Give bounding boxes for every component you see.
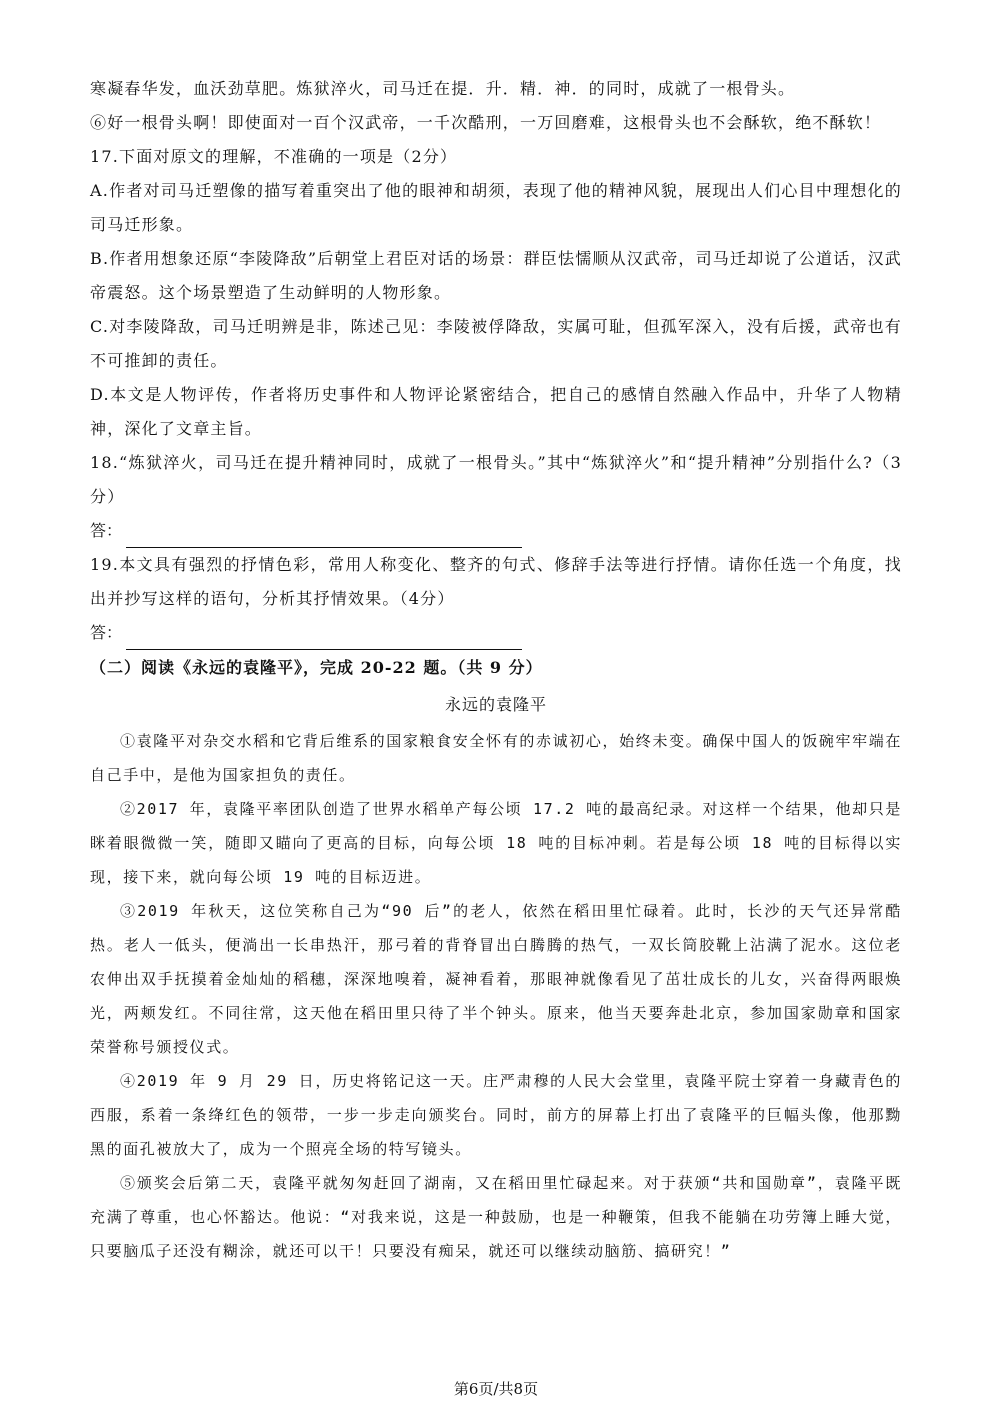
article-paragraph-3: ③2019 年秋天，这位笑称自己为“90 后”的老人，依然在稻田里忙碌着。此时，长沙的天气还异常酷热。老人一低头，便淌出一长串热汗，那弓着的背脊冒出白腾腾的热气，一双长筒胶靴上沾满了泥水。这位老农伸出双手抚摸着金灿灿的稻穗，深深地嗅着，凝神看着，那眼神就像看见了茁壮成长的儿女，兴奋得两眼焕光，两颊发红。不同往常，这天他在稻田里只待了半个钟头。原来，他当天要奔赴北京，参加国家勋章和国家荣誉称号颁授仪式。	[90, 902, 902, 1056]
question-17-option-c: C.对李陵降敌，司马迁明辨是非，陈述己见：李陵被俘降敌，实属可耻，但孤军深入，没有后援，武帝也有不可推卸的责任。	[90, 317, 902, 370]
answer-blank[interactable]	[126, 525, 522, 548]
question-17-stem: 17.下面对原文的理解，不准确的一项是（2分）	[90, 147, 458, 166]
answer-label: 答：	[90, 623, 123, 642]
question-19-stem: 19.本文具有强烈的抒情色彩，常用人称变化、整齐的句式、修辞手法等进行抒情。请你任选一个角度，找出并抄写这样的语句，分析其抒情效果。（4分）	[90, 555, 902, 608]
question-17-option-d: D.本文是人物评传，作者将历史事件和人物评论紧密结合，把自己的感情自然融入作品中，升华了人物精神，深化了文章主旨。	[90, 385, 902, 438]
question-18-stem: 18.“炼狱淬火，司马迁在提升精神同时，成就了一根骨头。”其中“炼狱淬火”和“提升精神”分别指什么?（3分）	[90, 453, 902, 506]
question-18-answer	[90, 514, 902, 548]
question-19-answer	[90, 616, 902, 650]
article-paragraph-4: ④2019 年 9 月 29 日，历史将铭记这一天。庄严肃穆的人民大会堂里，袁隆平院士穿着一身藏青色的西服，系着一条绛红色的领带，一步一步走向颁奖台。同时，前方的屏幕上打出了袁隆平的巨幅头像，他那黝黑的面孔被放大了，成为一个照亮全场的特写镜头。	[90, 1072, 902, 1158]
article-title: 永远的袁隆平	[444, 695, 547, 714]
answer-label: 答：	[90, 521, 123, 540]
section-heading: （二）阅读《永远的袁隆平》，完成 20-22 题。（共 9 分）	[90, 658, 543, 677]
passage-line: 寒凝春华发，血沃劲草肥。炼狱淬火，司马迁在提．升．精．神．的同时，成就了一根骨头。	[90, 79, 796, 98]
article-paragraph-1: ①袁隆平对杂交水稻和它背后维系的国家粮食安全怀有的赤诚初心，始终未变。确保中国人的饭碗牢牢端在自己手中，是他为国家担负的责任。	[90, 732, 902, 784]
page-number: 第6页/共8页	[453, 1380, 539, 1398]
answer-blank[interactable]	[126, 627, 522, 650]
exam-page	[90, 72, 902, 1268]
article-paragraph-5: ⑤颁奖会后第二天，袁隆平就匆匆赶回了湖南，又在稻田里忙碌起来。对于获颁“共和国勋章”，袁隆平既充满了尊重，也心怀豁达。他说：“对我来说，这是一种鼓励，也是一种鞭策，但我不能躺在功劳簿上睡大觉，只要脑瓜子还没有糊涂，就还可以干！只要没有痴呆，就还可以继续动脑筋、搞研究！”	[90, 1174, 902, 1260]
article-paragraph-2: ②2017 年，袁隆平率团队创造了世界水稻单产每公顷 17.2 吨的最高纪录。对这样一个结果，他却只是眯着眼微微一笑，随即又瞄向了更高的目标，向每公顷 18 吨的目标冲刺。若是每公顷 18 吨的目标得以实现，接下来，就向每公顷 19 吨的目标迈进。	[90, 800, 902, 886]
question-17-option-a: A.作者对司马迁塑像的描写着重突出了他的眼神和胡须，表现了他的精神风貌，展现出人们心目中理想化的司马迁形象。	[90, 181, 902, 234]
passage-paragraph-6: ⑥好一根骨头啊！即使面对一百个汉武帝，一千次酷刑，一万回磨难，这根骨头也不会酥软，绝不酥软！	[90, 113, 882, 132]
question-17-option-b: B.作者用想象还原“李陵降敌”后朝堂上君臣对话的场景：群臣怯懦顺从汉武帝，司马迁却说了公道话，汉武帝震怒。这个场景塑造了生动鲜明的人物形象。	[90, 249, 903, 302]
